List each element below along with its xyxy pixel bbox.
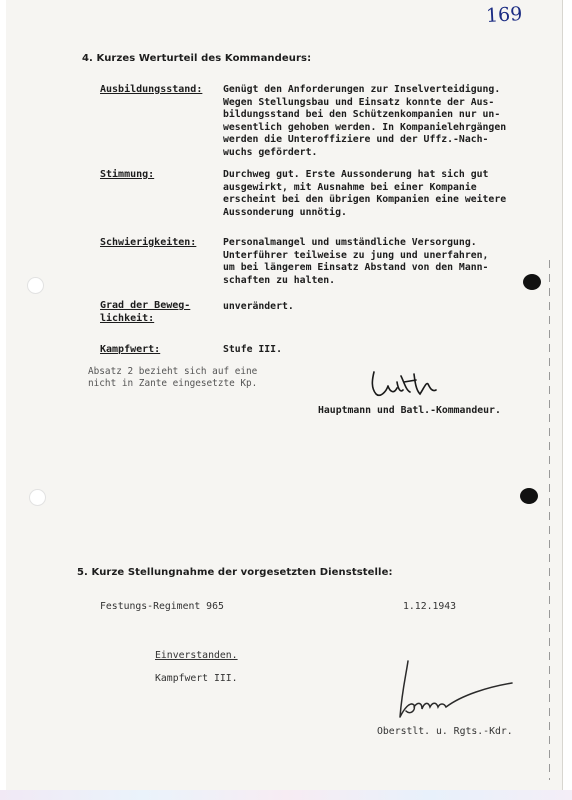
punch-hole bbox=[29, 489, 46, 506]
label-ausbildungsstand: Ausbildungsstand: bbox=[100, 84, 203, 95]
label-beweglichkeit-line2: lichkeit: bbox=[100, 313, 155, 324]
label-kampfwert: Kampfwert: bbox=[100, 344, 161, 355]
scan-edge bbox=[0, 790, 572, 800]
page-number: 169 bbox=[485, 3, 523, 27]
document-date: 1.12.1943 bbox=[403, 601, 457, 612]
text-ausbildungsstand: Genügt den Anforderungen zur Inselverteidigung. Wegen Stellungsbau und Einsatz konnte der Aus- bildungsstand bei den Schützenkompanien nur un- wesentlich gehoben werden. In Kompanielehrgängen werden die Unteroffiziere und der Uffz.-Nach- wuchs gefördert. bbox=[223, 84, 507, 158]
regiment-commander-signature bbox=[392, 655, 522, 725]
label-beweglichkeit-line1: Grad der Beweg- bbox=[100, 300, 191, 311]
battalion-commander-title: Hauptmann und Batl.-Kommandeur. bbox=[318, 405, 501, 416]
unit-name: Festungs-Regiment 965 bbox=[100, 601, 224, 612]
text-schwierigkeiten: Personalmangel und umständliche Versorgung. Unterführer teilweise zu jung und unerfahren, um bei längerem Einsatz Abstand von den Mann- schaften zu halten. bbox=[223, 237, 489, 286]
label-stimmung: Stimmung: bbox=[100, 169, 155, 180]
text-beweglichkeit: unverändert. bbox=[223, 301, 294, 312]
section-5-heading: 5. Kurze Stellungnahme der vorgesetzten Dienststelle: bbox=[77, 567, 393, 578]
punch-hole bbox=[27, 277, 44, 294]
text-kampfwert: Stufe III. bbox=[223, 344, 282, 355]
battalion-commander-signature bbox=[368, 368, 440, 402]
ink-blot bbox=[520, 488, 538, 504]
page-fold-line bbox=[549, 260, 550, 780]
regiment-commander-title: Oberstlt. u. Rgts.-Kdr. bbox=[377, 726, 513, 737]
label-schwierigkeiten: Schwierigkeiten: bbox=[100, 237, 197, 248]
combat-value-text: Kampfwert III. bbox=[155, 673, 238, 684]
agreement-text: Einverstanden. bbox=[155, 650, 238, 661]
ink-blot bbox=[523, 274, 541, 290]
section-4-heading: 4. Kurzes Werturteil des Kommandeurs: bbox=[82, 53, 312, 64]
text-stimmung: Durchweg gut. Erste Aussonderung hat sich gut ausgewirkt, mit Ausnahme bei einer Kompanie erscheint bei den übrigen Kompanien eine weitere Aussonderung unnötig. bbox=[223, 169, 507, 218]
note-absatz: Absatz 2 bezieht sich auf eine nicht in Zante eingesetzte Kp. bbox=[88, 366, 258, 389]
